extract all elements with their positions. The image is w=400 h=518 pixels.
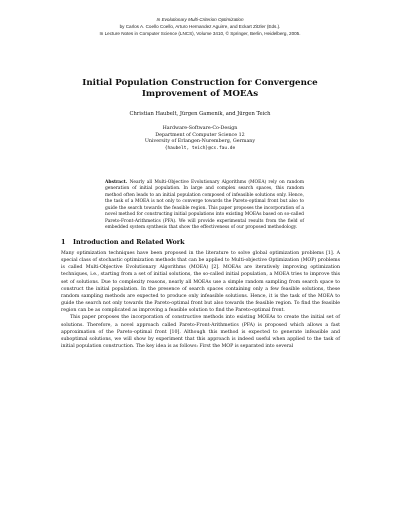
paragraph-1: Many optimization techniques have been proposed in the literature to solve global optimization problems [1]. A special class of stochastic optimization methods that can be applied to Multi-objective Optimization (MOP) problems is called Multi-Objective Evolutionary Algorithms (MOEA) [2]. MOEAs are iteratively improving optimization techniques, i.e., starting from a set of initial solutions, the so-called initial population, a MOEA tries to improve this set of solutions. Due to complexity reasons, nearly all MOEAs use a simple random sampling from search space to construct the initial population. In the presence of search spaces containing only a few feasible solutions, these random sampling methods are expected to produce only infeasible solutions. Hence, it is the task of the MOEA to guide the search not only towards the Pareto-optimal front but also towards the feasible region. To find the feasible region can be as complicated as improving a feasible solution to find the Pareto-optimal front.: [61, 251, 340, 314]
paragraph-2: This paper proposes the incorporation of constructive methods into existing MOEAs to create the initial set of solutions. Therefore, a novel approach called Pareto-Front-Arithmetics (PFA) is proposed which allows a fast approximation of the Pareto-optimal front [10]. Although this method is expected to generate infeasible and suboptimal solutions, we will show by experiment that this approach is indeed useful when applied to the task of initial population construction. The key idea is as follows: First the MOP is separated into several: [61, 315, 340, 350]
section-title: Introduction and Related Work: [73, 238, 185, 246]
citation-line-series: In Lecture Notes in Computer Science (LNCS), Volume 3410, © Springer, Berlin, Heidelberg, 2005.: [99, 31, 301, 36]
abstract: [105, 180, 304, 232]
citation-line-proceedings: In Evolutionary Multi-Criterion Optimization: [156, 17, 244, 22]
citation-line-editors: by Carlos A. Coello Coello, Arturo Hernandez Aguirre, and Eckart Zitzler (Eds.).: [119, 24, 281, 29]
affiliation-block: [0, 126, 400, 152]
affiliation-university: University of Erlangen-Nuremberg, Germany: [144, 139, 256, 145]
author-list: Christian Haubelt, Jürgen Gamenik, and Jürgen Teich: [129, 111, 271, 117]
paper-title: [0, 78, 400, 100]
abstract-label: Abstract.: [105, 180, 128, 185]
section-number: 1: [61, 238, 66, 246]
affiliation-department: Department of Computer Science 12: [155, 132, 245, 138]
title-line-2: Improvement of MOEAs: [141, 89, 259, 99]
section-heading: [61, 238, 185, 246]
section-body: [61, 250, 340, 350]
author-email: {haubelt, teich}@cs.fau.de: [164, 145, 236, 151]
abstract-text: Nearly all Multi-Objective Evolutionary Algorithms (MOEA) rely on random generation of initial population. In large and complex search spaces, this random method often leads to an initial population composed of infeasible solutions only. Hence, the task of a MOEA is not only to converge towards the Pareto-optimal front but also to guide the search towards the feasible region. This paper proposes the incorporation of a novel method for constructing initial populations into existing MOEAs based on so-called Pareto-Front-Arithmetics (PFA). We will provide experimental results from the field of embedded system synthesis that show the effectiveness of our proposed methodology.: [105, 180, 304, 231]
title-line-1: Initial Population Construction for Convergence: [82, 78, 318, 88]
citation-header: [0, 16, 400, 37]
affiliation-group: Hardware-Software-Co-Design: [162, 126, 238, 131]
